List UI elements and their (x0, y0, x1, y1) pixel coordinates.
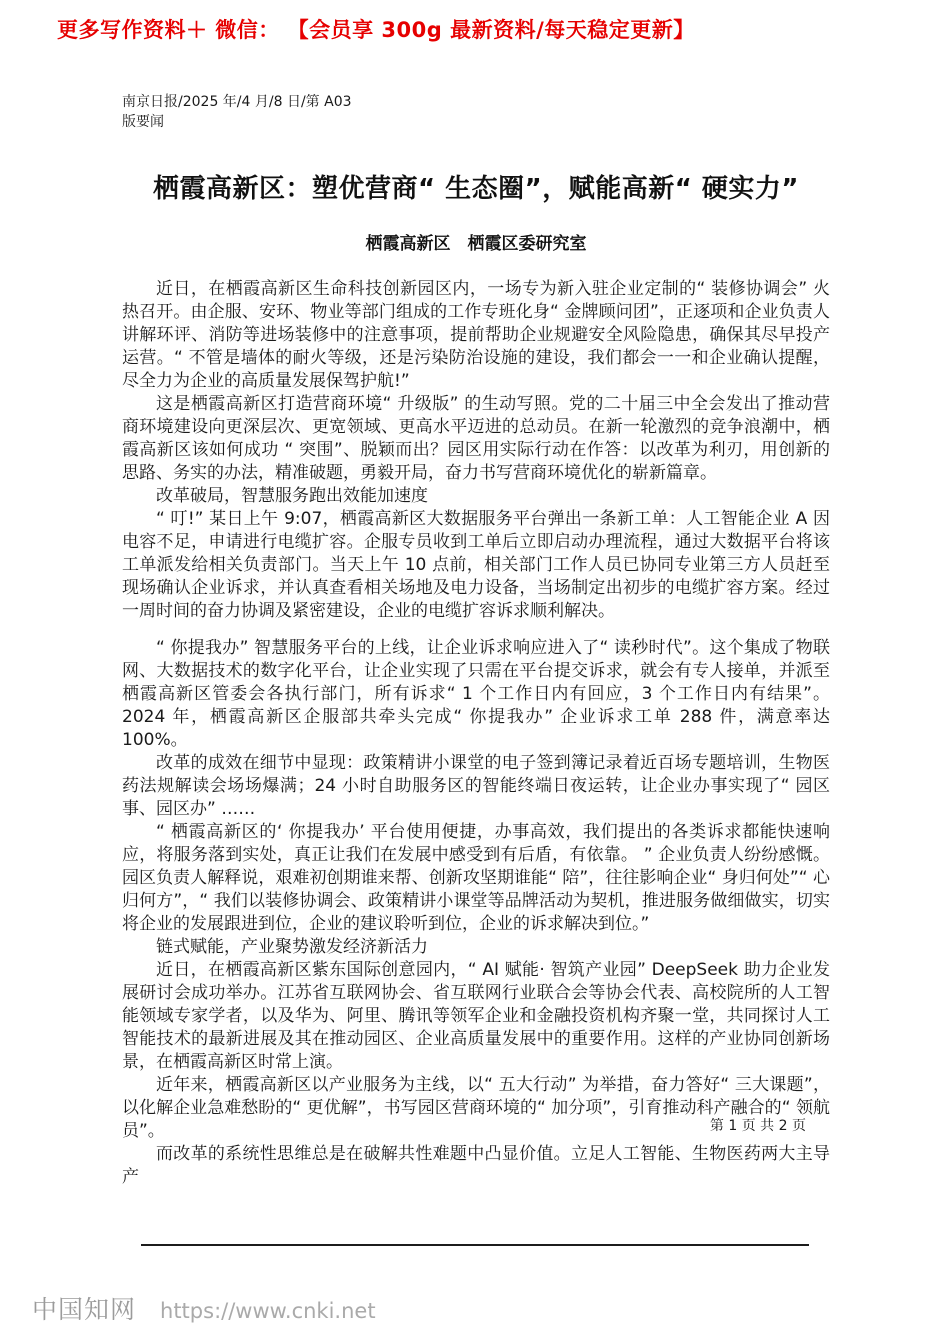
divider (141, 1244, 809, 1246)
source-line-1: 南京日报/2025 年/4 月/8 日/第 A03 (122, 94, 352, 110)
paragraph: 改革破局，智慧服务跑出效能加速度 (156, 486, 428, 506)
paragraph: 这是栖霞高新区打造营商环境“ 升级版” 的生动写照。党的二十届三中全会发出了推动营商环境建设向更深层次、更宽领域、更高水平迈进的总动员。在新一轮激烈的竞争浪潮中，栖霞高新区该如何成功 “ 突围”、脱颖而出？园区用实际行动在作答：以改革为利刃，用创新的思路、务实的办法，精准破题，勇毅开局，奋力书写营商环境优化的崭新篇章。 (122, 394, 830, 483)
watermark (32, 1290, 376, 1326)
paragraph: 近日，在栖霞高新区紫东国际创意园内，“ AI 赋能· 智筑产业园” DeepSeek 助力企业发展研讨会成功举办。江苏省互联网协会、省互联网行业联合会等协会代表、高校院所的人工智能领域专家学者，以及华为、阿里、腾讯等领军企业和金融投资机构齐聚一堂，共同探讨人工智能技术的最新进展及其在推动园区、企业高质量发展中的重要作用。这样的产业协同创新场景，在栖霞高新区时常上演。 (122, 960, 830, 1072)
article-byline: 栖霞高新区 栖霞区委研究室 (365, 234, 587, 254)
article-title: 栖霞高新区：塑优营商“ 生态圈”，赋能高新“ 硬实力” (153, 174, 799, 204)
paragraph: 近年来，栖霞高新区以产业服务为主线，以“ 五大行动” 为举措，奋力答好“ 三大课题”，以化解企业急难愁盼的“ 更优解”，书写园区营商环境的“ 加分项”，引育推动科产融合的“ 领航员”。 (122, 1075, 830, 1141)
source-line-2: 版要闻 (122, 114, 164, 130)
cnki-url-text: https://www.cnki.net (160, 1299, 376, 1323)
paragraph: “ 你提我办” 智慧服务平台的上线，让企业诉求响应进入了“ 读秒时代”。这个集成了物联网、大数据技术的数字化平台，让企业实现了只需在平台提交诉求，就会有专人接单，并派至栖霞高新区管委会各执行部门，所有诉求“ 1 个工作日内有回应，3 个工作日内有结果”。2024 年，栖霞高新区企服部共牵头完成“ 你提我办” 企业诉求工单 288 件，满意率达 100%。 (122, 638, 830, 750)
document-page (122, 92, 830, 1189)
paragraph: 改革的成效在细节中显现：政策精讲小课堂的电子签到簿记录着近百场专题培训，生物医药法规解读会场场爆满；24 小时自助服务区的智能终端日夜运转，让企业办事实现了“ 园区事、园区办” …… (122, 753, 830, 819)
paragraph: 链式赋能，产业聚势激发经济新活力 (156, 937, 428, 957)
paragraph: 近日，在栖霞高新区生命科技创新园区内，一场专为新入驻企业定制的“ 装修协调会” 火热召开。由企服、安环、物业等部门组成的工作专班化身“ 金牌顾问团”，正逐项和企业负责人讲解环评、消防等进场装修中的注意事项，提前帮助企业规避安全风险隐患，确保其尽早投产运营。“ 不管是墙体的耐火等级，还是污染防治设施的建设，我们都会一一和企业确认提醒，尽全力为企业的高质量发展保驾护航!” (122, 279, 830, 391)
promo-banner: 更多写作资料＋ 微信： 【会员享 300g 最新资料/每天稳定更新】 (57, 18, 695, 42)
page-number: 第 1 页 共 2 页 (709, 1118, 806, 1134)
paragraph: “ 叮!” 某日上午 9:07，栖霞高新区大数据服务平台弹出一条新工单：人工智能企业 A 因电容不足，申请进行电缆扩容。企服专员收到工单后立即启动办理流程，通过大数据平台将该工单派发给相关负责部门。当天上午 10 点前，相关部门工作人员已协同专业第三方人员赶至现场确认企业诉求，并认真查看相关场地及电力设备，当场制定出初步的电缆扩容方案。经过一周时间的奋力协调及紧密建设，企业的电缆扩容诉求顺利解决。 (122, 509, 830, 621)
paragraph: “ 栖霞高新区的‘ 你提我办’ 平台使用便捷，办事高效，我们提出的各类诉求都能快速响应，将服务落到实处，真正让我们在发展中感受到有后盾，有依靠。 ” 企业负责人纷纷感慨。园区负责人解释说，艰难初创期谁来帮、创新攻坚期谁能“ 陪”，往往影响企业“ 身归何处”“ 心归何方”，“ 我们以装修协调会、政策精讲小课堂等品牌活动为契机，推进服务做细做实，切实将企业的发展跟进到位，企业的建议聆听到位，企业的诉求解决到位。” (122, 822, 830, 934)
paragraph: 而改革的系统性思维总是在破解共性难题中凸显价值。立足人工智能、生物医药两大主导产 (122, 1144, 830, 1187)
article-body (122, 278, 830, 1189)
cnki-brand-label: 中国知网 (32, 1295, 137, 1324)
